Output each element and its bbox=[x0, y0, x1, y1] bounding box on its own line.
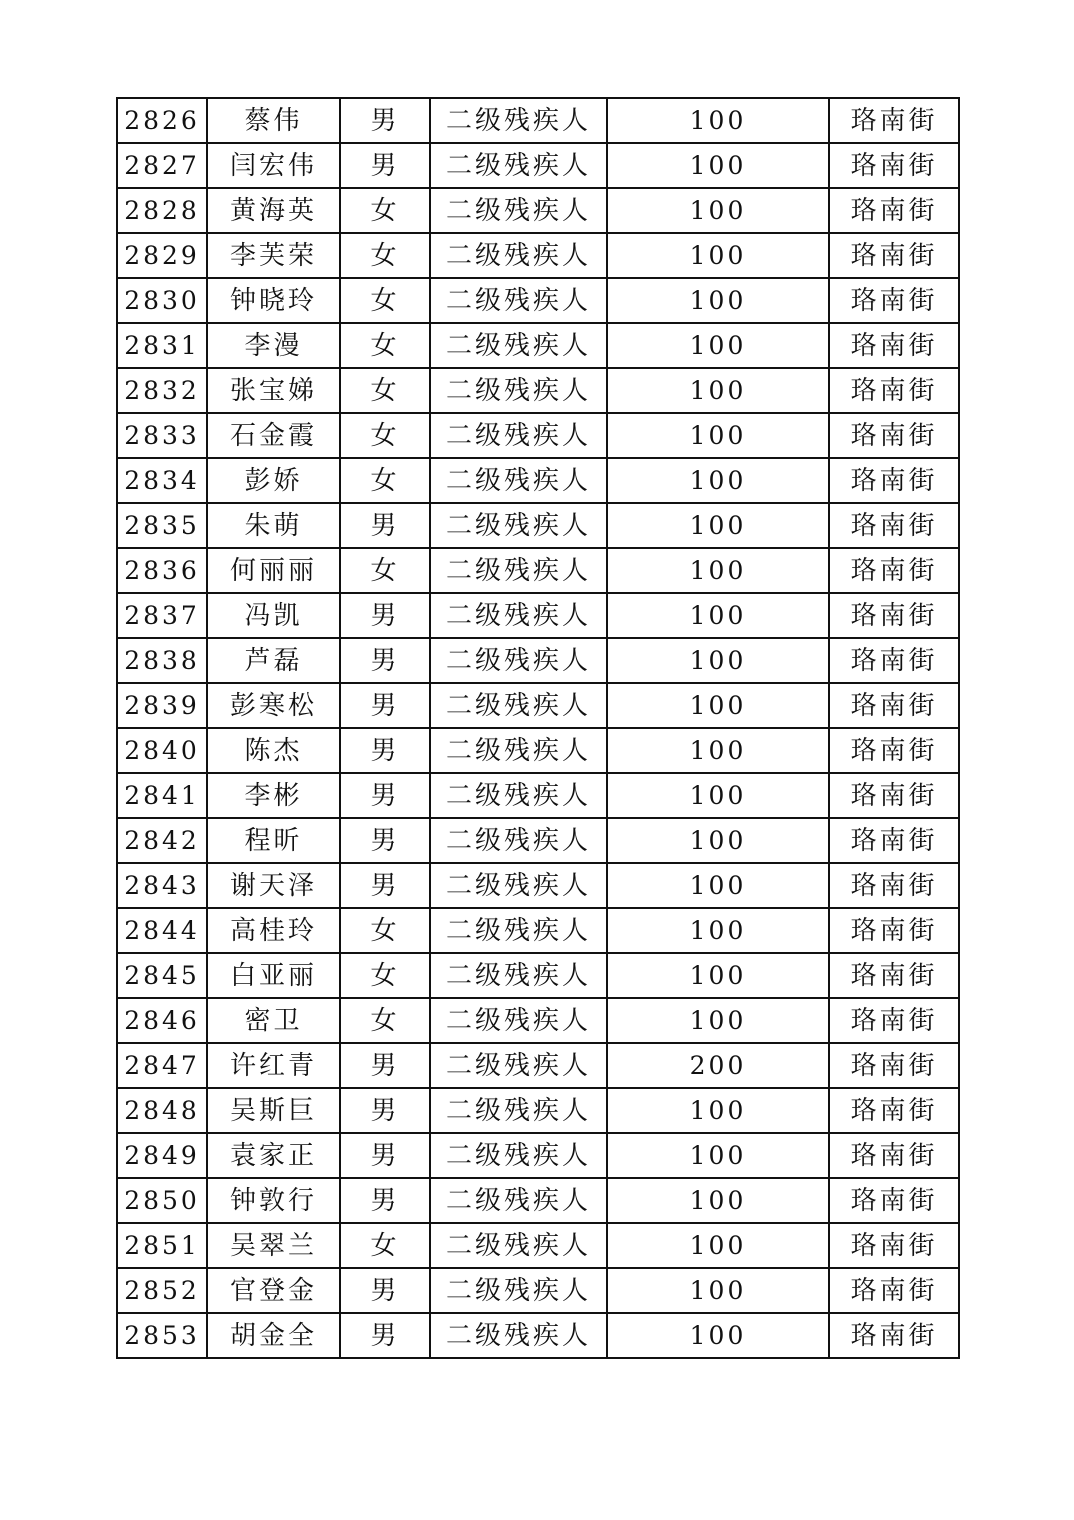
table-row bbox=[117, 998, 959, 1043]
cell-gender: 女 bbox=[340, 458, 430, 503]
table-row bbox=[117, 548, 959, 593]
cell-amount: 100 bbox=[607, 413, 829, 458]
cell-street: 珞南街 bbox=[829, 413, 959, 458]
cell-gender: 男 bbox=[340, 638, 430, 683]
cell-id: 2840 bbox=[117, 728, 207, 773]
cell-name: 张宝娣 bbox=[207, 368, 340, 413]
cell-name: 吴翠兰 bbox=[207, 1223, 340, 1268]
cell-category: 二级残疾人 bbox=[430, 368, 607, 413]
cell-street: 珞南街 bbox=[829, 908, 959, 953]
cell-name: 密卫 bbox=[207, 998, 340, 1043]
cell-id: 2851 bbox=[117, 1223, 207, 1268]
cell-name: 李彬 bbox=[207, 773, 340, 818]
cell-category: 二级残疾人 bbox=[430, 818, 607, 863]
cell-id: 2829 bbox=[117, 233, 207, 278]
cell-street: 珞南街 bbox=[829, 998, 959, 1043]
cell-amount: 100 bbox=[607, 278, 829, 323]
cell-category: 二级残疾人 bbox=[430, 1268, 607, 1313]
cell-name: 闫宏伟 bbox=[207, 143, 340, 188]
cell-street: 珞南街 bbox=[829, 143, 959, 188]
cell-gender: 男 bbox=[340, 1178, 430, 1223]
cell-amount: 100 bbox=[607, 98, 829, 143]
cell-street: 珞南街 bbox=[829, 638, 959, 683]
cell-gender: 女 bbox=[340, 998, 430, 1043]
table-row bbox=[117, 323, 959, 368]
cell-name: 李芙荣 bbox=[207, 233, 340, 278]
cell-id: 2830 bbox=[117, 278, 207, 323]
cell-amount: 100 bbox=[607, 1178, 829, 1223]
cell-gender: 男 bbox=[340, 683, 430, 728]
cell-gender: 男 bbox=[340, 1043, 430, 1088]
table-row bbox=[117, 278, 959, 323]
cell-street: 珞南街 bbox=[829, 1313, 959, 1358]
cell-gender: 女 bbox=[340, 548, 430, 593]
cell-gender: 男 bbox=[340, 773, 430, 818]
cell-name: 彭寒松 bbox=[207, 683, 340, 728]
cell-id: 2845 bbox=[117, 953, 207, 998]
cell-amount: 100 bbox=[607, 953, 829, 998]
cell-amount: 100 bbox=[607, 1133, 829, 1178]
table-row bbox=[117, 638, 959, 683]
cell-gender: 男 bbox=[340, 818, 430, 863]
cell-gender: 女 bbox=[340, 413, 430, 458]
cell-street: 珞南街 bbox=[829, 368, 959, 413]
cell-amount: 100 bbox=[607, 188, 829, 233]
cell-category: 二级残疾人 bbox=[430, 683, 607, 728]
cell-category: 二级残疾人 bbox=[430, 638, 607, 683]
cell-gender: 女 bbox=[340, 908, 430, 953]
cell-id: 2847 bbox=[117, 1043, 207, 1088]
cell-category: 二级残疾人 bbox=[430, 908, 607, 953]
table-row bbox=[117, 98, 959, 143]
cell-street: 珞南街 bbox=[829, 863, 959, 908]
table-row bbox=[117, 773, 959, 818]
cell-gender: 女 bbox=[340, 368, 430, 413]
table-row bbox=[117, 683, 959, 728]
cell-name: 李漫 bbox=[207, 323, 340, 368]
cell-id: 2842 bbox=[117, 818, 207, 863]
cell-category: 二级残疾人 bbox=[430, 1133, 607, 1178]
cell-category: 二级残疾人 bbox=[430, 143, 607, 188]
cell-street: 珞南街 bbox=[829, 278, 959, 323]
table-row bbox=[117, 233, 959, 278]
cell-gender: 男 bbox=[340, 503, 430, 548]
cell-name: 彭娇 bbox=[207, 458, 340, 503]
cell-category: 二级残疾人 bbox=[430, 98, 607, 143]
cell-name: 吴斯巨 bbox=[207, 1088, 340, 1133]
cell-amount: 100 bbox=[607, 728, 829, 773]
cell-street: 珞南街 bbox=[829, 1223, 959, 1268]
beneficiary-table bbox=[116, 97, 960, 1359]
table-row bbox=[117, 953, 959, 998]
cell-id: 2853 bbox=[117, 1313, 207, 1358]
cell-category: 二级残疾人 bbox=[430, 953, 607, 998]
cell-street: 珞南街 bbox=[829, 593, 959, 638]
cell-amount: 100 bbox=[607, 1223, 829, 1268]
table-row bbox=[117, 1043, 959, 1088]
cell-street: 珞南街 bbox=[829, 503, 959, 548]
cell-street: 珞南街 bbox=[829, 953, 959, 998]
cell-amount: 100 bbox=[607, 323, 829, 368]
cell-amount: 100 bbox=[607, 638, 829, 683]
cell-gender: 男 bbox=[340, 728, 430, 773]
cell-amount: 100 bbox=[607, 683, 829, 728]
cell-street: 珞南街 bbox=[829, 1178, 959, 1223]
cell-id: 2831 bbox=[117, 323, 207, 368]
cell-street: 珞南街 bbox=[829, 1133, 959, 1178]
cell-gender: 男 bbox=[340, 863, 430, 908]
table-row bbox=[117, 908, 959, 953]
cell-name: 何丽丽 bbox=[207, 548, 340, 593]
cell-street: 珞南街 bbox=[829, 323, 959, 368]
cell-gender: 男 bbox=[340, 1268, 430, 1313]
cell-gender: 女 bbox=[340, 188, 430, 233]
table-row bbox=[117, 1133, 959, 1178]
cell-amount: 100 bbox=[607, 503, 829, 548]
cell-name: 白亚丽 bbox=[207, 953, 340, 998]
cell-amount: 100 bbox=[607, 143, 829, 188]
cell-id: 2826 bbox=[117, 98, 207, 143]
table-row bbox=[117, 503, 959, 548]
cell-amount: 100 bbox=[607, 548, 829, 593]
cell-name: 陈杰 bbox=[207, 728, 340, 773]
cell-gender: 男 bbox=[340, 1313, 430, 1358]
cell-category: 二级残疾人 bbox=[430, 278, 607, 323]
cell-amount: 100 bbox=[607, 863, 829, 908]
cell-category: 二级残疾人 bbox=[430, 503, 607, 548]
table-row bbox=[117, 1313, 959, 1358]
cell-name: 黄海英 bbox=[207, 188, 340, 233]
cell-gender: 女 bbox=[340, 233, 430, 278]
cell-amount: 100 bbox=[607, 458, 829, 503]
cell-category: 二级残疾人 bbox=[430, 863, 607, 908]
cell-name: 谢天泽 bbox=[207, 863, 340, 908]
cell-name: 胡金全 bbox=[207, 1313, 340, 1358]
cell-category: 二级残疾人 bbox=[430, 1088, 607, 1133]
cell-name: 程昕 bbox=[207, 818, 340, 863]
table-row bbox=[117, 143, 959, 188]
table-row bbox=[117, 818, 959, 863]
table-row bbox=[117, 728, 959, 773]
cell-id: 2846 bbox=[117, 998, 207, 1043]
cell-gender: 男 bbox=[340, 98, 430, 143]
cell-gender: 男 bbox=[340, 1088, 430, 1133]
cell-id: 2834 bbox=[117, 458, 207, 503]
cell-id: 2828 bbox=[117, 188, 207, 233]
cell-amount: 100 bbox=[607, 1088, 829, 1133]
cell-gender: 女 bbox=[340, 323, 430, 368]
cell-category: 二级残疾人 bbox=[430, 413, 607, 458]
cell-street: 珞南街 bbox=[829, 458, 959, 503]
cell-name: 朱萌 bbox=[207, 503, 340, 548]
cell-id: 2850 bbox=[117, 1178, 207, 1223]
cell-amount: 100 bbox=[607, 998, 829, 1043]
table-row bbox=[117, 1178, 959, 1223]
cell-street: 珞南街 bbox=[829, 818, 959, 863]
cell-street: 珞南街 bbox=[829, 1088, 959, 1133]
cell-id: 2838 bbox=[117, 638, 207, 683]
cell-category: 二级残疾人 bbox=[430, 773, 607, 818]
cell-id: 2839 bbox=[117, 683, 207, 728]
cell-category: 二级残疾人 bbox=[430, 1313, 607, 1358]
cell-amount: 100 bbox=[607, 1313, 829, 1358]
cell-id: 2843 bbox=[117, 863, 207, 908]
cell-id: 2848 bbox=[117, 1088, 207, 1133]
cell-amount: 100 bbox=[607, 818, 829, 863]
cell-category: 二级残疾人 bbox=[430, 1043, 607, 1088]
table-row bbox=[117, 593, 959, 638]
cell-street: 珞南街 bbox=[829, 98, 959, 143]
table-row bbox=[117, 188, 959, 233]
cell-id: 2844 bbox=[117, 908, 207, 953]
cell-street: 珞南街 bbox=[829, 548, 959, 593]
cell-category: 二级残疾人 bbox=[430, 1223, 607, 1268]
cell-gender: 女 bbox=[340, 278, 430, 323]
cell-category: 二级残疾人 bbox=[430, 1178, 607, 1223]
cell-name: 芦磊 bbox=[207, 638, 340, 683]
table-row bbox=[117, 1088, 959, 1133]
cell-gender: 男 bbox=[340, 1133, 430, 1178]
cell-amount: 200 bbox=[607, 1043, 829, 1088]
cell-amount: 100 bbox=[607, 593, 829, 638]
cell-amount: 100 bbox=[607, 908, 829, 953]
cell-name: 官登金 bbox=[207, 1268, 340, 1313]
cell-name: 高桂玲 bbox=[207, 908, 340, 953]
cell-gender: 女 bbox=[340, 1223, 430, 1268]
cell-name: 钟敦行 bbox=[207, 1178, 340, 1223]
cell-name: 石金霞 bbox=[207, 413, 340, 458]
cell-id: 2833 bbox=[117, 413, 207, 458]
cell-category: 二级残疾人 bbox=[430, 323, 607, 368]
cell-street: 珞南街 bbox=[829, 233, 959, 278]
cell-gender: 男 bbox=[340, 143, 430, 188]
cell-street: 珞南街 bbox=[829, 773, 959, 818]
cell-category: 二级残疾人 bbox=[430, 728, 607, 773]
cell-id: 2852 bbox=[117, 1268, 207, 1313]
cell-name: 冯凯 bbox=[207, 593, 340, 638]
cell-amount: 100 bbox=[607, 1268, 829, 1313]
cell-id: 2832 bbox=[117, 368, 207, 413]
cell-street: 珞南街 bbox=[829, 1043, 959, 1088]
table-row bbox=[117, 413, 959, 458]
cell-id: 2835 bbox=[117, 503, 207, 548]
cell-street: 珞南街 bbox=[829, 188, 959, 233]
cell-id: 2841 bbox=[117, 773, 207, 818]
table-row bbox=[117, 368, 959, 413]
table-row bbox=[117, 1223, 959, 1268]
cell-amount: 100 bbox=[607, 368, 829, 413]
cell-id: 2836 bbox=[117, 548, 207, 593]
cell-street: 珞南街 bbox=[829, 728, 959, 773]
cell-amount: 100 bbox=[607, 233, 829, 278]
cell-name: 许红青 bbox=[207, 1043, 340, 1088]
cell-name: 钟晓玲 bbox=[207, 278, 340, 323]
cell-street: 珞南街 bbox=[829, 683, 959, 728]
table-row bbox=[117, 458, 959, 503]
cell-amount: 100 bbox=[607, 773, 829, 818]
table-body bbox=[117, 98, 959, 1358]
cell-name: 袁家正 bbox=[207, 1133, 340, 1178]
cell-category: 二级残疾人 bbox=[430, 458, 607, 503]
cell-name: 蔡伟 bbox=[207, 98, 340, 143]
cell-id: 2849 bbox=[117, 1133, 207, 1178]
cell-gender: 女 bbox=[340, 953, 430, 998]
cell-id: 2827 bbox=[117, 143, 207, 188]
cell-category: 二级残疾人 bbox=[430, 593, 607, 638]
cell-gender: 男 bbox=[340, 593, 430, 638]
cell-category: 二级残疾人 bbox=[430, 548, 607, 593]
cell-category: 二级残疾人 bbox=[430, 188, 607, 233]
cell-category: 二级残疾人 bbox=[430, 233, 607, 278]
cell-id: 2837 bbox=[117, 593, 207, 638]
cell-street: 珞南街 bbox=[829, 1268, 959, 1313]
table-row bbox=[117, 863, 959, 908]
table-row bbox=[117, 1268, 959, 1313]
cell-category: 二级残疾人 bbox=[430, 998, 607, 1043]
